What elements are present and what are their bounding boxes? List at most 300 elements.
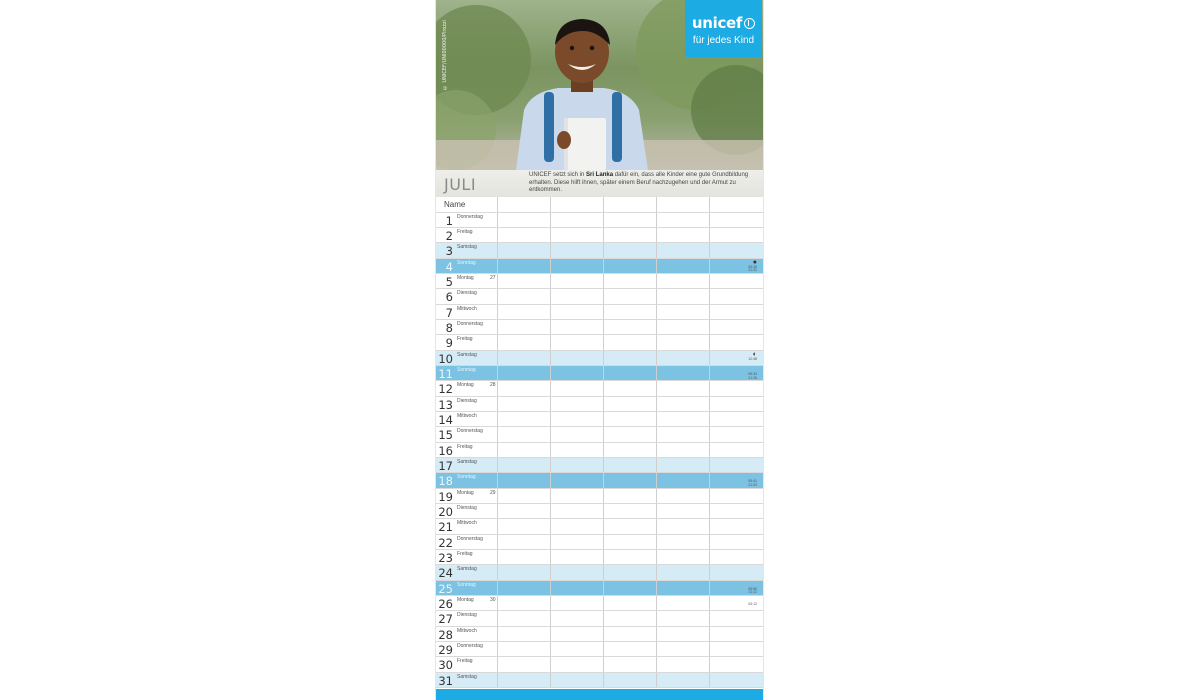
month-bar — [436, 170, 763, 197]
caption-after: dafür ein, dass alle Kinder eine gute Grundbildung erhalten. Diese hilft ihnen, später einem Beruf nachzugehen und der Armut zu entkommen. — [529, 172, 749, 193]
day-number: 14 — [438, 412, 453, 427]
day-row — [436, 596, 763, 611]
date-cell — [436, 289, 498, 303]
entry-cell[interactable] — [604, 351, 657, 365]
entry-cell[interactable] — [498, 657, 551, 671]
entry-cell[interactable] — [498, 259, 551, 273]
day-number: 26 — [438, 597, 453, 612]
name-column-header — [436, 197, 498, 212]
weekday-label: Samstag — [457, 673, 477, 680]
entry-cell[interactable] — [551, 305, 604, 319]
date-cell — [436, 473, 498, 487]
entry-cell[interactable] — [604, 642, 657, 656]
entry-cell[interactable] — [551, 504, 604, 518]
logo-brand-text: unicef — [691, 14, 743, 32]
day-number: 10 — [438, 351, 453, 366]
entry-cell[interactable] — [604, 657, 657, 671]
entry-cell[interactable] — [710, 673, 763, 687]
day-number: 11 — [438, 366, 453, 381]
day-row — [436, 489, 763, 504]
weekday-label: Dienstag — [457, 505, 477, 512]
day-row — [436, 657, 763, 672]
person-column-header[interactable] — [498, 197, 551, 212]
week-number: 28 — [490, 382, 496, 389]
entry-cell[interactable] — [604, 581, 657, 595]
entry-cell[interactable] — [551, 381, 604, 395]
weekday-label: Montag — [457, 382, 474, 389]
entry-cell[interactable] — [604, 673, 657, 687]
day-row — [436, 443, 763, 458]
entry-cell[interactable] — [604, 366, 657, 380]
date-cell — [436, 335, 498, 349]
cover-photo — [436, 0, 763, 170]
entry-cell[interactable] — [551, 535, 604, 549]
day-row — [436, 228, 763, 243]
entry-cell[interactable] — [710, 381, 763, 395]
day-row — [436, 366, 763, 381]
entry-cell[interactable] — [657, 381, 710, 395]
entry-cell[interactable] — [551, 289, 604, 303]
entry-cell[interactable] — [498, 412, 551, 426]
entry-cell[interactable] — [498, 627, 551, 641]
entry-cell[interactable] — [604, 550, 657, 564]
weekday-label: Freitag — [457, 228, 473, 235]
weekday-label: Sonntag — [457, 366, 476, 373]
entry-cell[interactable] — [657, 596, 710, 610]
entry-cell[interactable] — [604, 412, 657, 426]
entry-cell[interactable] — [498, 473, 551, 487]
day-row — [436, 581, 763, 596]
entry-cell[interactable] — [710, 473, 763, 487]
entry-cell[interactable] — [498, 305, 551, 319]
caption-country: Sri Lanka — [586, 172, 614, 178]
entry-cell[interactable] — [710, 443, 763, 457]
weekday-label: Samstag — [457, 566, 477, 573]
entry-cell[interactable] — [551, 243, 604, 257]
entry-cell[interactable] — [604, 443, 657, 457]
weekday-label: Freitag — [457, 658, 473, 665]
entry-cell[interactable] — [551, 397, 604, 411]
weekday-label: Sonntag — [457, 259, 476, 266]
entry-cell[interactable] — [657, 473, 710, 487]
entry-cell[interactable] — [604, 381, 657, 395]
entry-cell[interactable] — [604, 565, 657, 579]
weekday-label: Dienstag — [457, 290, 477, 297]
entry-cell[interactable] — [657, 243, 710, 257]
person-column-header[interactable] — [657, 197, 710, 212]
entry-cell[interactable] — [657, 443, 710, 457]
entry-cell[interactable] — [498, 458, 551, 472]
weekday-label: Freitag — [457, 551, 473, 558]
entry-cell[interactable] — [657, 320, 710, 334]
day-number: 5 — [445, 274, 453, 289]
entry-cell[interactable] — [657, 228, 710, 242]
weekday-label: Mittwoch — [457, 412, 477, 419]
day-row — [436, 289, 763, 304]
header-row — [436, 197, 763, 213]
entry-cell[interactable] — [657, 519, 710, 533]
weekday-label: Donnerstag — [457, 213, 483, 220]
logo-tagline: für jedes Kind — [692, 35, 755, 46]
entry-cell[interactable] — [657, 458, 710, 472]
date-cell — [436, 657, 498, 671]
entry-cell[interactable] — [604, 259, 657, 273]
day-number: 31 — [438, 673, 453, 688]
entry-cell[interactable] — [657, 351, 710, 365]
date-cell — [436, 305, 498, 319]
entry-cell[interactable] — [551, 565, 604, 579]
day-number: 4 — [445, 259, 453, 274]
date-cell — [436, 243, 498, 257]
entry-cell[interactable] — [498, 565, 551, 579]
entry-cell[interactable] — [657, 305, 710, 319]
week-number: 30 — [490, 597, 496, 604]
entry-cell[interactable] — [498, 289, 551, 303]
entry-cell[interactable] — [657, 581, 710, 595]
entry-cell[interactable] — [498, 213, 551, 227]
weekday-label: Dienstag — [457, 612, 477, 619]
entry-cell[interactable] — [710, 581, 763, 595]
caption-before: UNICEF setzt sich in — [529, 172, 587, 178]
day-row — [436, 427, 763, 442]
date-cell — [436, 458, 498, 472]
entry-cell[interactable] — [551, 412, 604, 426]
weekday-label: Samstag — [457, 351, 477, 358]
entry-cell[interactable] — [657, 657, 710, 671]
entry-cell[interactable] — [604, 228, 657, 242]
day-row — [436, 351, 763, 366]
entry-cell[interactable] — [551, 657, 604, 671]
entry-cell[interactable] — [498, 611, 551, 625]
entry-cell[interactable] — [657, 427, 710, 441]
entry-cell[interactable] — [551, 489, 604, 503]
entry-cell[interactable] — [710, 611, 763, 625]
day-row — [436, 504, 763, 519]
day-number: 12 — [438, 382, 453, 397]
entry-cell[interactable] — [657, 504, 710, 518]
weekday-label: Donnerstag — [457, 320, 483, 327]
weekday-label: Samstag — [457, 244, 477, 251]
sun-times: 05:33 21:26 — [748, 371, 757, 380]
entry-cell[interactable] — [710, 504, 763, 518]
entry-cell[interactable] — [604, 305, 657, 319]
weekday-label: Dienstag — [457, 397, 477, 404]
entry-cell[interactable] — [657, 412, 710, 426]
entry-cell[interactable] — [710, 489, 763, 503]
date-cell — [436, 489, 498, 503]
day-row — [436, 565, 763, 580]
entry-cell[interactable] — [551, 366, 604, 380]
day-number: 1 — [445, 213, 453, 228]
date-cell — [436, 397, 498, 411]
weekday-label: Mittwoch — [457, 520, 477, 527]
entry-cell[interactable] — [604, 335, 657, 349]
day-number: 17 — [438, 459, 453, 473]
entry-cell[interactable] — [498, 228, 551, 242]
sun-times: 04:12 — [748, 602, 757, 607]
date-cell — [436, 427, 498, 441]
day-row — [436, 305, 763, 320]
entry-cell[interactable] — [498, 335, 551, 349]
entry-cell[interactable] — [604, 274, 657, 288]
entry-cell[interactable] — [604, 243, 657, 257]
entry-cell[interactable] — [498, 596, 551, 610]
entry-cell[interactable] — [710, 274, 763, 288]
entry-cell[interactable] — [498, 504, 551, 518]
photo-credit: © UNICEF/UNI00000/Pirozzi — [442, 20, 448, 91]
entry-cell[interactable] — [710, 305, 763, 319]
entry-cell[interactable] — [710, 596, 763, 610]
entry-cell[interactable] — [498, 443, 551, 457]
moon-phase-icon: ● — [752, 258, 757, 266]
entry-cell[interactable] — [498, 489, 551, 503]
entry-cell[interactable] — [551, 274, 604, 288]
entry-cell[interactable] — [498, 351, 551, 365]
week-number: 29 — [490, 489, 496, 496]
entry-cell[interactable] — [604, 213, 657, 227]
entry-cell[interactable] — [657, 289, 710, 303]
entry-cell[interactable] — [551, 642, 604, 656]
wall-calendar — [436, 0, 763, 700]
entry-cell[interactable] — [498, 519, 551, 533]
entry-cell[interactable] — [604, 427, 657, 441]
day-row — [436, 673, 763, 688]
day-number: 3 — [445, 244, 453, 259]
entry-cell[interactable] — [551, 519, 604, 533]
person-column-header[interactable] — [604, 197, 657, 212]
entry-cell[interactable] — [498, 274, 551, 288]
sun-times: 12:48 — [748, 356, 757, 361]
sun-times: 05:26 21:31 — [748, 264, 757, 273]
month-title: JULI — [444, 175, 477, 194]
entry-cell[interactable] — [551, 213, 604, 227]
day-row — [436, 458, 763, 473]
day-row — [436, 535, 763, 550]
date-cell — [436, 535, 498, 549]
person-column-header[interactable] — [551, 197, 604, 212]
entry-cell[interactable] — [710, 366, 763, 380]
entry-cell[interactable] — [710, 351, 763, 365]
entry-cell[interactable] — [551, 335, 604, 349]
entry-cell[interactable] — [498, 381, 551, 395]
day-number: 9 — [445, 336, 453, 351]
entry-cell[interactable] — [657, 642, 710, 656]
entry-cell[interactable] — [498, 550, 551, 564]
date-cell — [436, 381, 498, 395]
day-number: 2 — [445, 228, 453, 243]
entry-cell[interactable] — [604, 627, 657, 641]
entry-cell[interactable] — [657, 213, 710, 227]
entry-cell[interactable] — [604, 320, 657, 334]
weekday-label: Donnerstag — [457, 643, 483, 650]
day-number: 7 — [445, 305, 453, 320]
planner-grid — [436, 197, 763, 688]
day-row — [436, 397, 763, 412]
day-row — [436, 274, 763, 289]
date-cell — [436, 611, 498, 625]
date-cell — [436, 228, 498, 242]
day-number: 27 — [438, 612, 453, 627]
entry-cell[interactable] — [710, 427, 763, 441]
day-number: 15 — [438, 428, 453, 443]
date-cell — [436, 351, 498, 365]
entry-cell[interactable] — [710, 565, 763, 579]
entry-cell[interactable] — [498, 243, 551, 257]
weekday-label: Sonntag — [457, 474, 476, 481]
entry-cell[interactable] — [551, 443, 604, 457]
entry-cell[interactable] — [551, 473, 604, 487]
sun-times: 05:41 21:20 — [748, 479, 757, 487]
date-cell — [436, 274, 498, 288]
day-row — [436, 519, 763, 534]
weekday-label: Freitag — [457, 336, 473, 343]
entry-cell[interactable] — [604, 458, 657, 472]
entry-cell[interactable] — [551, 673, 604, 687]
entry-cell[interactable] — [657, 489, 710, 503]
entry-cell[interactable] — [498, 427, 551, 441]
entry-cell[interactable] — [657, 366, 710, 380]
entry-cell[interactable] — [657, 259, 710, 273]
entry-cell[interactable] — [551, 550, 604, 564]
entry-cell[interactable] — [710, 550, 763, 564]
day-number: 13 — [438, 397, 453, 412]
name-label: Name — [444, 200, 466, 209]
entry-cell[interactable] — [604, 489, 657, 503]
day-number: 28 — [438, 627, 453, 642]
day-number: 16 — [438, 443, 453, 458]
entry-cell[interactable] — [551, 320, 604, 334]
entry-cell[interactable] — [551, 627, 604, 641]
weekday-label: Donnerstag — [457, 535, 483, 542]
day-number: 8 — [445, 320, 453, 335]
date-cell — [436, 565, 498, 579]
date-cell — [436, 642, 498, 656]
date-cell — [436, 366, 498, 380]
entry-cell[interactable] — [551, 611, 604, 625]
entry-cell[interactable] — [657, 535, 710, 549]
entry-cell[interactable] — [710, 320, 763, 334]
weekday-label: Freitag — [457, 443, 473, 450]
entry-cell[interactable] — [710, 289, 763, 303]
entry-cell[interactable] — [710, 535, 763, 549]
entry-cell[interactable] — [604, 519, 657, 533]
entry-cell[interactable] — [657, 550, 710, 564]
entry-cell[interactable] — [710, 213, 763, 227]
weekday-label: Sonntag — [457, 581, 476, 588]
globe-icon — [744, 18, 755, 29]
entry-cell[interactable] — [551, 458, 604, 472]
entry-cell[interactable] — [604, 397, 657, 411]
day-row — [436, 335, 763, 350]
moon-phase-icon: ◐ — [752, 350, 757, 358]
date-cell — [436, 320, 498, 334]
entry-cell[interactable] — [657, 397, 710, 411]
entry-cell[interactable] — [604, 504, 657, 518]
entry-cell[interactable] — [710, 458, 763, 472]
entry-cell[interactable] — [498, 320, 551, 334]
entry-cell[interactable] — [498, 535, 551, 549]
day-number: 18 — [438, 474, 453, 489]
entry-cell[interactable] — [498, 673, 551, 687]
entry-cell[interactable] — [657, 611, 710, 625]
entry-cell[interactable] — [710, 412, 763, 426]
date-cell — [436, 443, 498, 457]
entry-cell[interactable] — [710, 627, 763, 641]
entry-cell[interactable] — [498, 642, 551, 656]
day-row — [436, 642, 763, 657]
day-row — [436, 627, 763, 642]
entry-cell[interactable] — [551, 259, 604, 273]
day-number: 6 — [445, 290, 453, 305]
day-number: 29 — [438, 643, 453, 658]
date-cell — [436, 519, 498, 533]
entry-cell[interactable] — [710, 243, 763, 257]
day-row — [436, 611, 763, 626]
entry-cell[interactable] — [604, 473, 657, 487]
entry-cell[interactable] — [604, 535, 657, 549]
weekday-label: Mittwoch — [457, 305, 477, 312]
date-cell — [436, 627, 498, 641]
entry-cell[interactable] — [657, 274, 710, 288]
date-cell — [436, 596, 498, 610]
date-cell — [436, 504, 498, 518]
entry-cell[interactable] — [498, 366, 551, 380]
entry-cell[interactable] — [710, 397, 763, 411]
day-number: 24 — [438, 566, 453, 581]
entry-cell[interactable] — [657, 673, 710, 687]
entry-cell[interactable] — [710, 259, 763, 273]
entry-cell[interactable] — [604, 289, 657, 303]
day-number: 21 — [438, 520, 453, 535]
day-row — [436, 550, 763, 565]
entry-cell[interactable] — [604, 611, 657, 625]
entry-cell[interactable] — [657, 565, 710, 579]
entry-cell[interactable] — [710, 335, 763, 349]
date-cell — [436, 412, 498, 426]
sun-times: 05:50 21:11 — [748, 586, 757, 595]
entry-cell[interactable] — [604, 596, 657, 610]
date-cell — [436, 550, 498, 564]
day-number: 20 — [438, 505, 453, 520]
entry-cell[interactable] — [657, 627, 710, 641]
entry-cell[interactable] — [498, 397, 551, 411]
day-row — [436, 213, 763, 228]
entry-cell[interactable] — [551, 596, 604, 610]
date-cell — [436, 581, 498, 595]
entry-cell[interactable] — [551, 351, 604, 365]
week-number: 27 — [490, 274, 496, 281]
entry-cell[interactable] — [710, 642, 763, 656]
entry-cell[interactable] — [710, 228, 763, 242]
entry-cell[interactable] — [551, 427, 604, 441]
weekday-label: Donnerstag — [457, 428, 483, 435]
person-column-header[interactable] — [710, 197, 763, 212]
weekday-label: Mittwoch — [457, 627, 477, 634]
bottom-accent-bar — [436, 689, 763, 700]
entry-cell[interactable] — [710, 519, 763, 533]
day-row — [436, 259, 763, 274]
entry-cell[interactable] — [657, 335, 710, 349]
weekday-label: Samstag — [457, 459, 477, 465]
weekday-label: Montag — [457, 597, 474, 604]
entry-cell[interactable] — [551, 581, 604, 595]
photo-caption — [529, 172, 749, 195]
entry-cell[interactable] — [498, 581, 551, 595]
date-cell — [436, 213, 498, 227]
entry-cell[interactable] — [710, 657, 763, 671]
day-number: 19 — [438, 489, 453, 504]
entry-cell[interactable] — [551, 228, 604, 242]
